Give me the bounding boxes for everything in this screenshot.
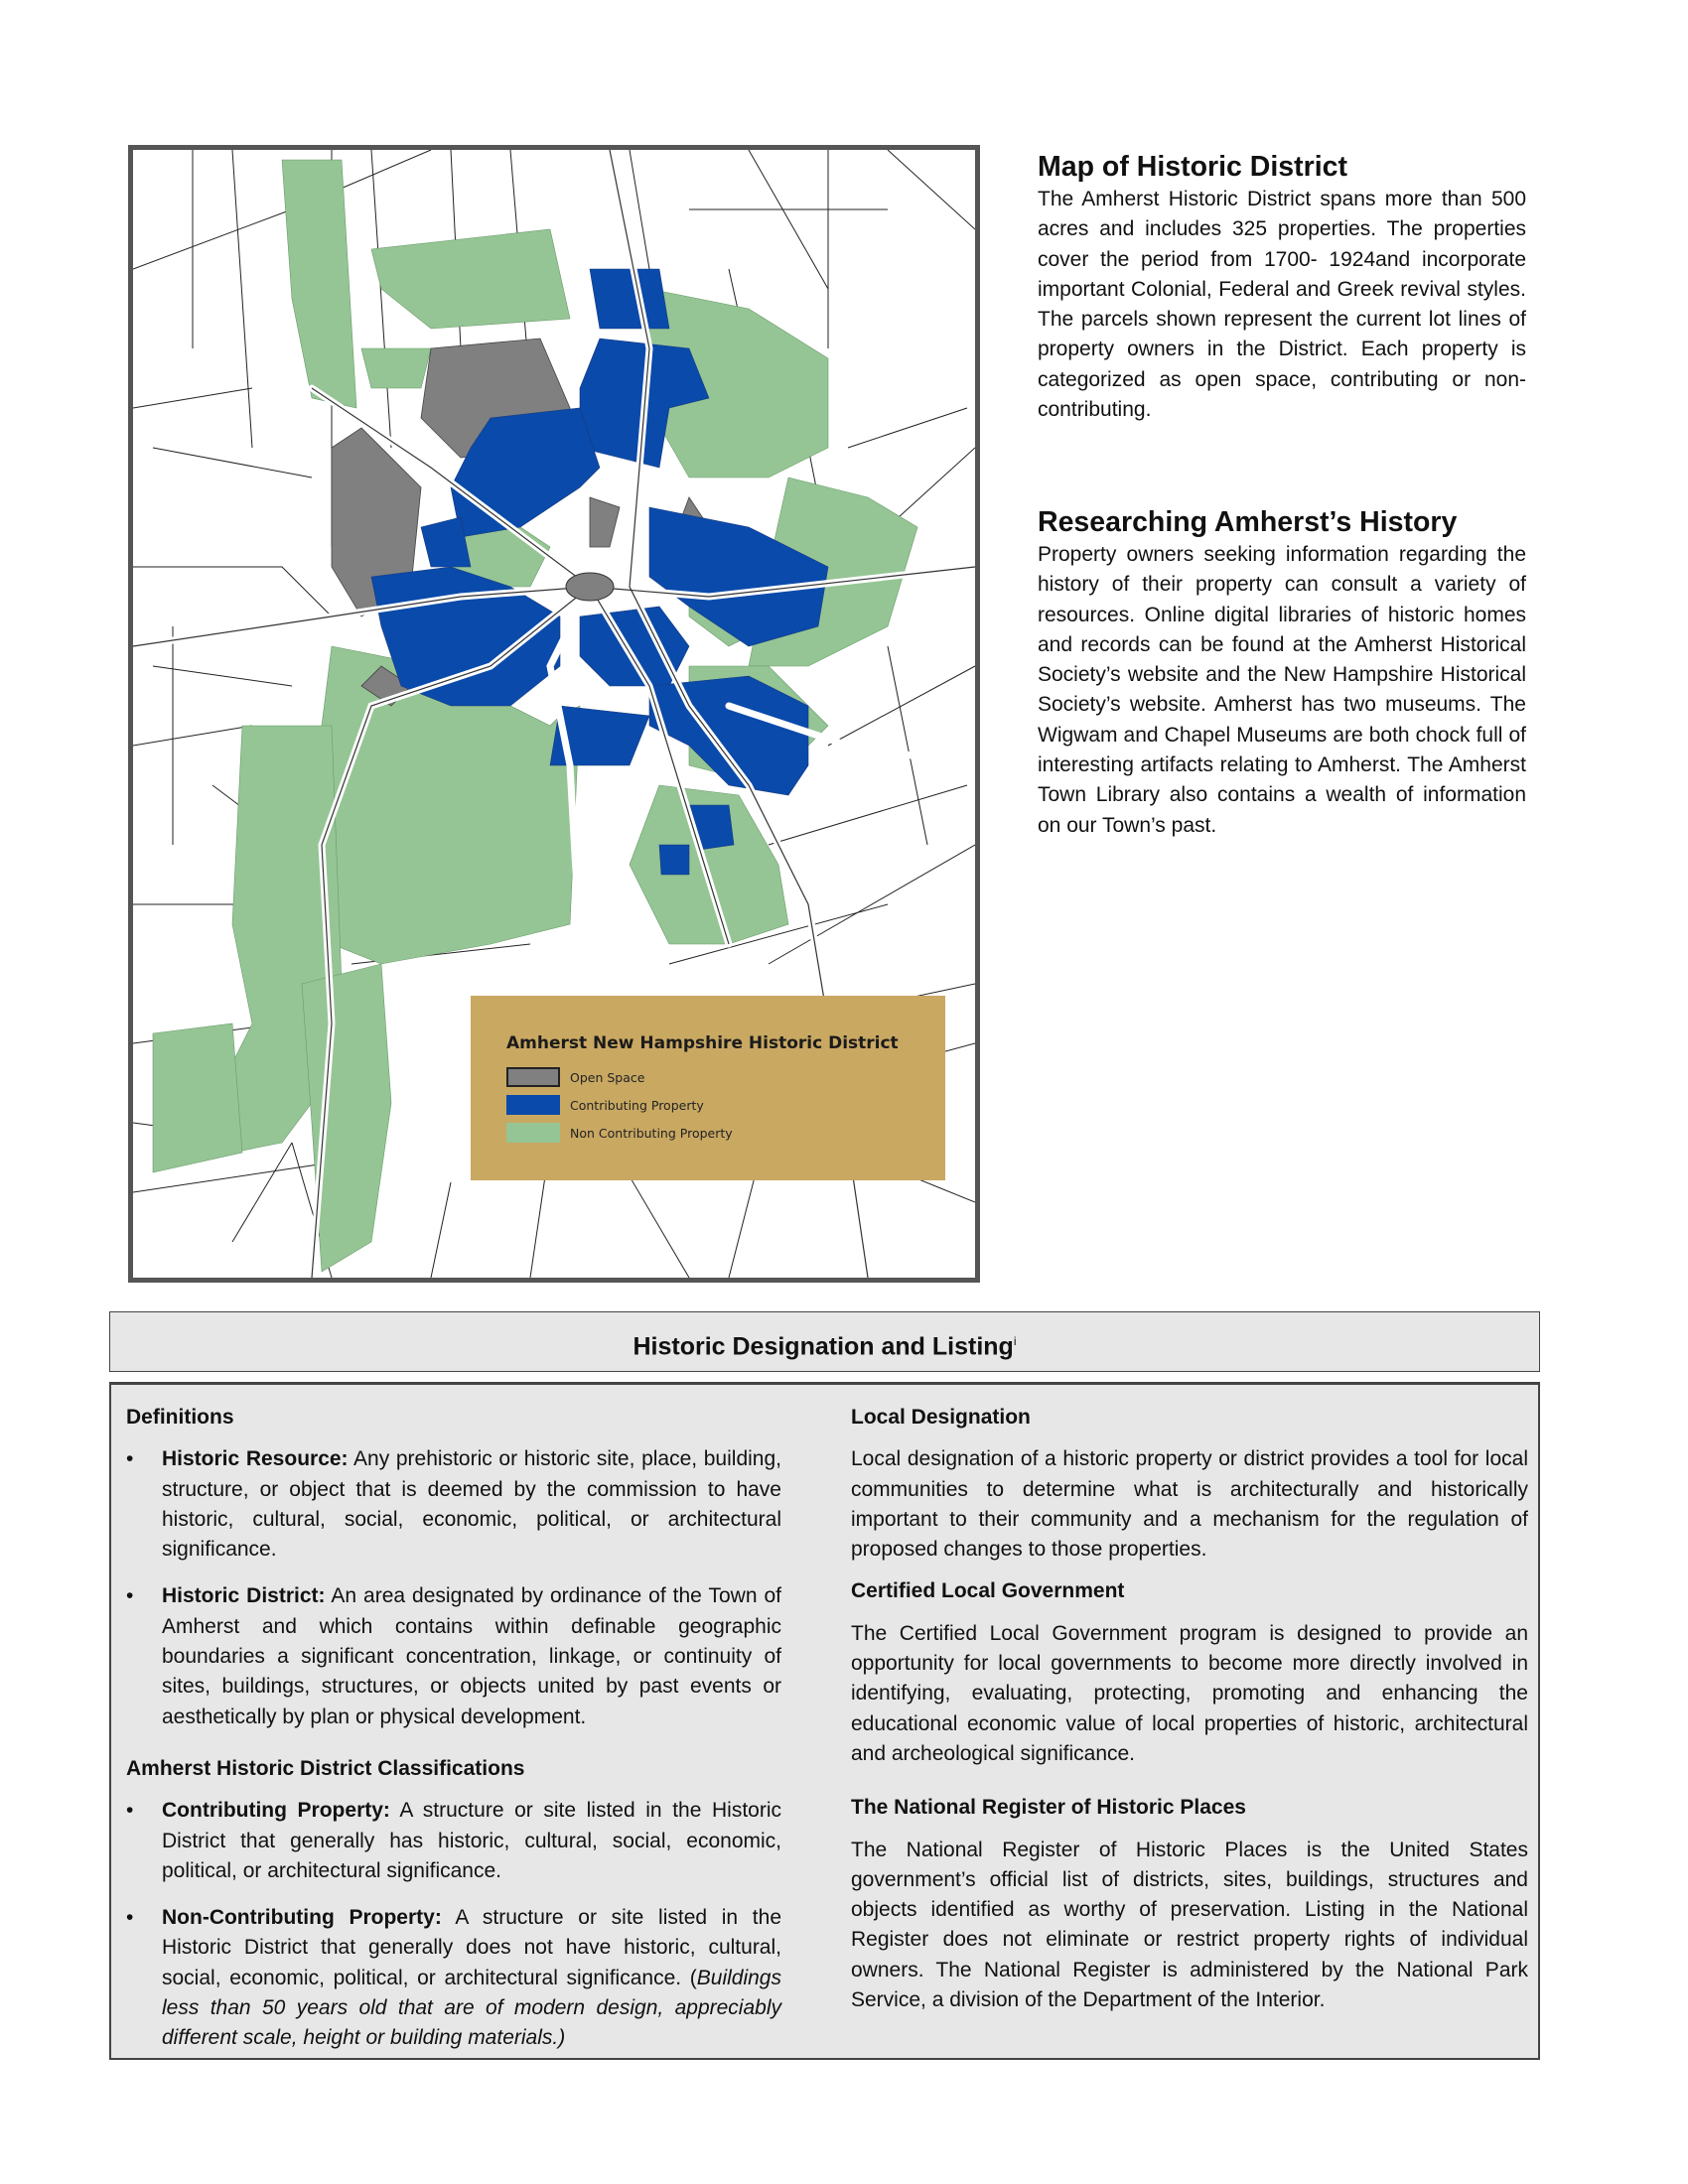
local-designation-heading: Local Designation: [851, 1406, 1031, 1429]
non-contributing-swatch: [506, 1123, 560, 1143]
term: Historic Resource:: [162, 1447, 349, 1471]
definition-item: [126, 1444, 781, 1565]
definition-item: [126, 1581, 781, 1731]
classification-item: [126, 1796, 781, 1886]
legend-title: Amherst New Hampshire Historic District: [506, 1033, 899, 1053]
designation-content: [109, 1382, 1540, 2060]
classifications-heading: Amherst Historic District Classifications: [126, 1756, 525, 1780]
term: Historic District:: [162, 1584, 326, 1608]
clg-body: The Certified Local Government program is designed to provide an opportunity for local governments to become more directly involved in identifying, evaluating, protecting, promoting and enhancing the educational economic value of local properties of historic, architectural and archeological significance.: [851, 1621, 1528, 1765]
definition: A structure or site listed in the Historic District that generally does not have historic, cultural, social, economic, political, or architectural significance. (: [162, 1906, 781, 1989]
legend-item-open-space: [506, 1063, 945, 1091]
nrhp-heading: The National Register of Historic Places: [851, 1796, 1246, 1820]
note: Buildings less than 50 years old that are of modern design, appreciably different scale, height or building materials.): [162, 1966, 781, 2050]
left-column: [126, 1403, 781, 2071]
designation-header: [109, 1311, 1540, 1372]
historic-district-map: [128, 145, 980, 1283]
local-designation-body: Local designation of a historic property or district provides a tool for local communities to determine what is architecturally and historically important to their community and a mechanism for the regulation of proposed changes to those properties.: [851, 1447, 1528, 1562]
legend-item-non-contributing: [506, 1119, 945, 1147]
footnote-marker: i: [1013, 1334, 1017, 1348]
term: Non-Contributing Property:: [162, 1906, 442, 1930]
map-legend: [471, 996, 945, 1180]
legend-label: Open Space: [570, 1069, 645, 1085]
legend-label: Non Contributing Property: [570, 1125, 733, 1141]
legend-label: Contributing Property: [570, 1097, 704, 1113]
right-column: [851, 1403, 1528, 2027]
open-space-swatch: [506, 1067, 560, 1087]
legend-item-contributing: [506, 1091, 945, 1119]
term: Contributing Property:: [162, 1799, 390, 1823]
designation-title: Historic Designation and Listing: [633, 1332, 1014, 1361]
map-section-title: Map of Historic District: [1038, 151, 1347, 183]
clg-heading: Certified Local Government: [851, 1579, 1125, 1603]
definition: Any prehistoric or historic site, place, building, structure, or object that is deemed by the commission to have historic, cultural, social, economic, political, or architectural significance.: [162, 1447, 781, 1562]
classification-item: [126, 1903, 781, 2053]
research-section-body: Property owners seeking information regarding the history of their property can consult a variety of resources. Online digital libraries of historic homes and records can be found at the Amherst Historical Society’s website and the New Hampshire Historical Society’s website. Amherst has two museums. The Wigwam and Chapel Museums are both chock full of interesting artifacts relating to Amherst. The Amherst Town Library also contains a wealth of information on our Town’s past.: [1038, 543, 1526, 837]
research-section: [1038, 504, 1526, 841]
map-section-body: The Amherst Historic District spans more than 500 acres and includes 325 properties. The properties cover the period from 1700- 1924and incorporate important Colonial, Federal and Greek revival styles. The parcels shown represent the current lot lines of property owners in the District. Each property is categorized as open space, contributing or non-contributing.: [1038, 188, 1526, 422]
definition: An area designated by ordinance of the Town of Amherst and which contains within definable geographic boundaries a significant concentration, linkage, or continuity of sites, buildings, structures, or objects united by past events or aesthetically by plan or physical development.: [162, 1584, 781, 1728]
research-section-title: Researching Amherst’s History: [1038, 506, 1458, 538]
contributing-swatch: [506, 1095, 560, 1115]
map-section: [1038, 149, 1526, 425]
nrhp-body: The National Register of Historic Places is the United States government’s official list of districts, sites, buildings, structures and objects identified as worthy of preservation. Listing in the National Register does not eliminate or restrict property rights of individual owners. The National Register is administered by the National Park Service, a division of the Department of the Interior.: [851, 1838, 1528, 2012]
definition: A structure or site listed in the Historic District that generally has historic, cultural, social, economic, political, or architectural significance.: [162, 1799, 781, 1882]
definitions-heading: Definitions: [126, 1406, 234, 1429]
